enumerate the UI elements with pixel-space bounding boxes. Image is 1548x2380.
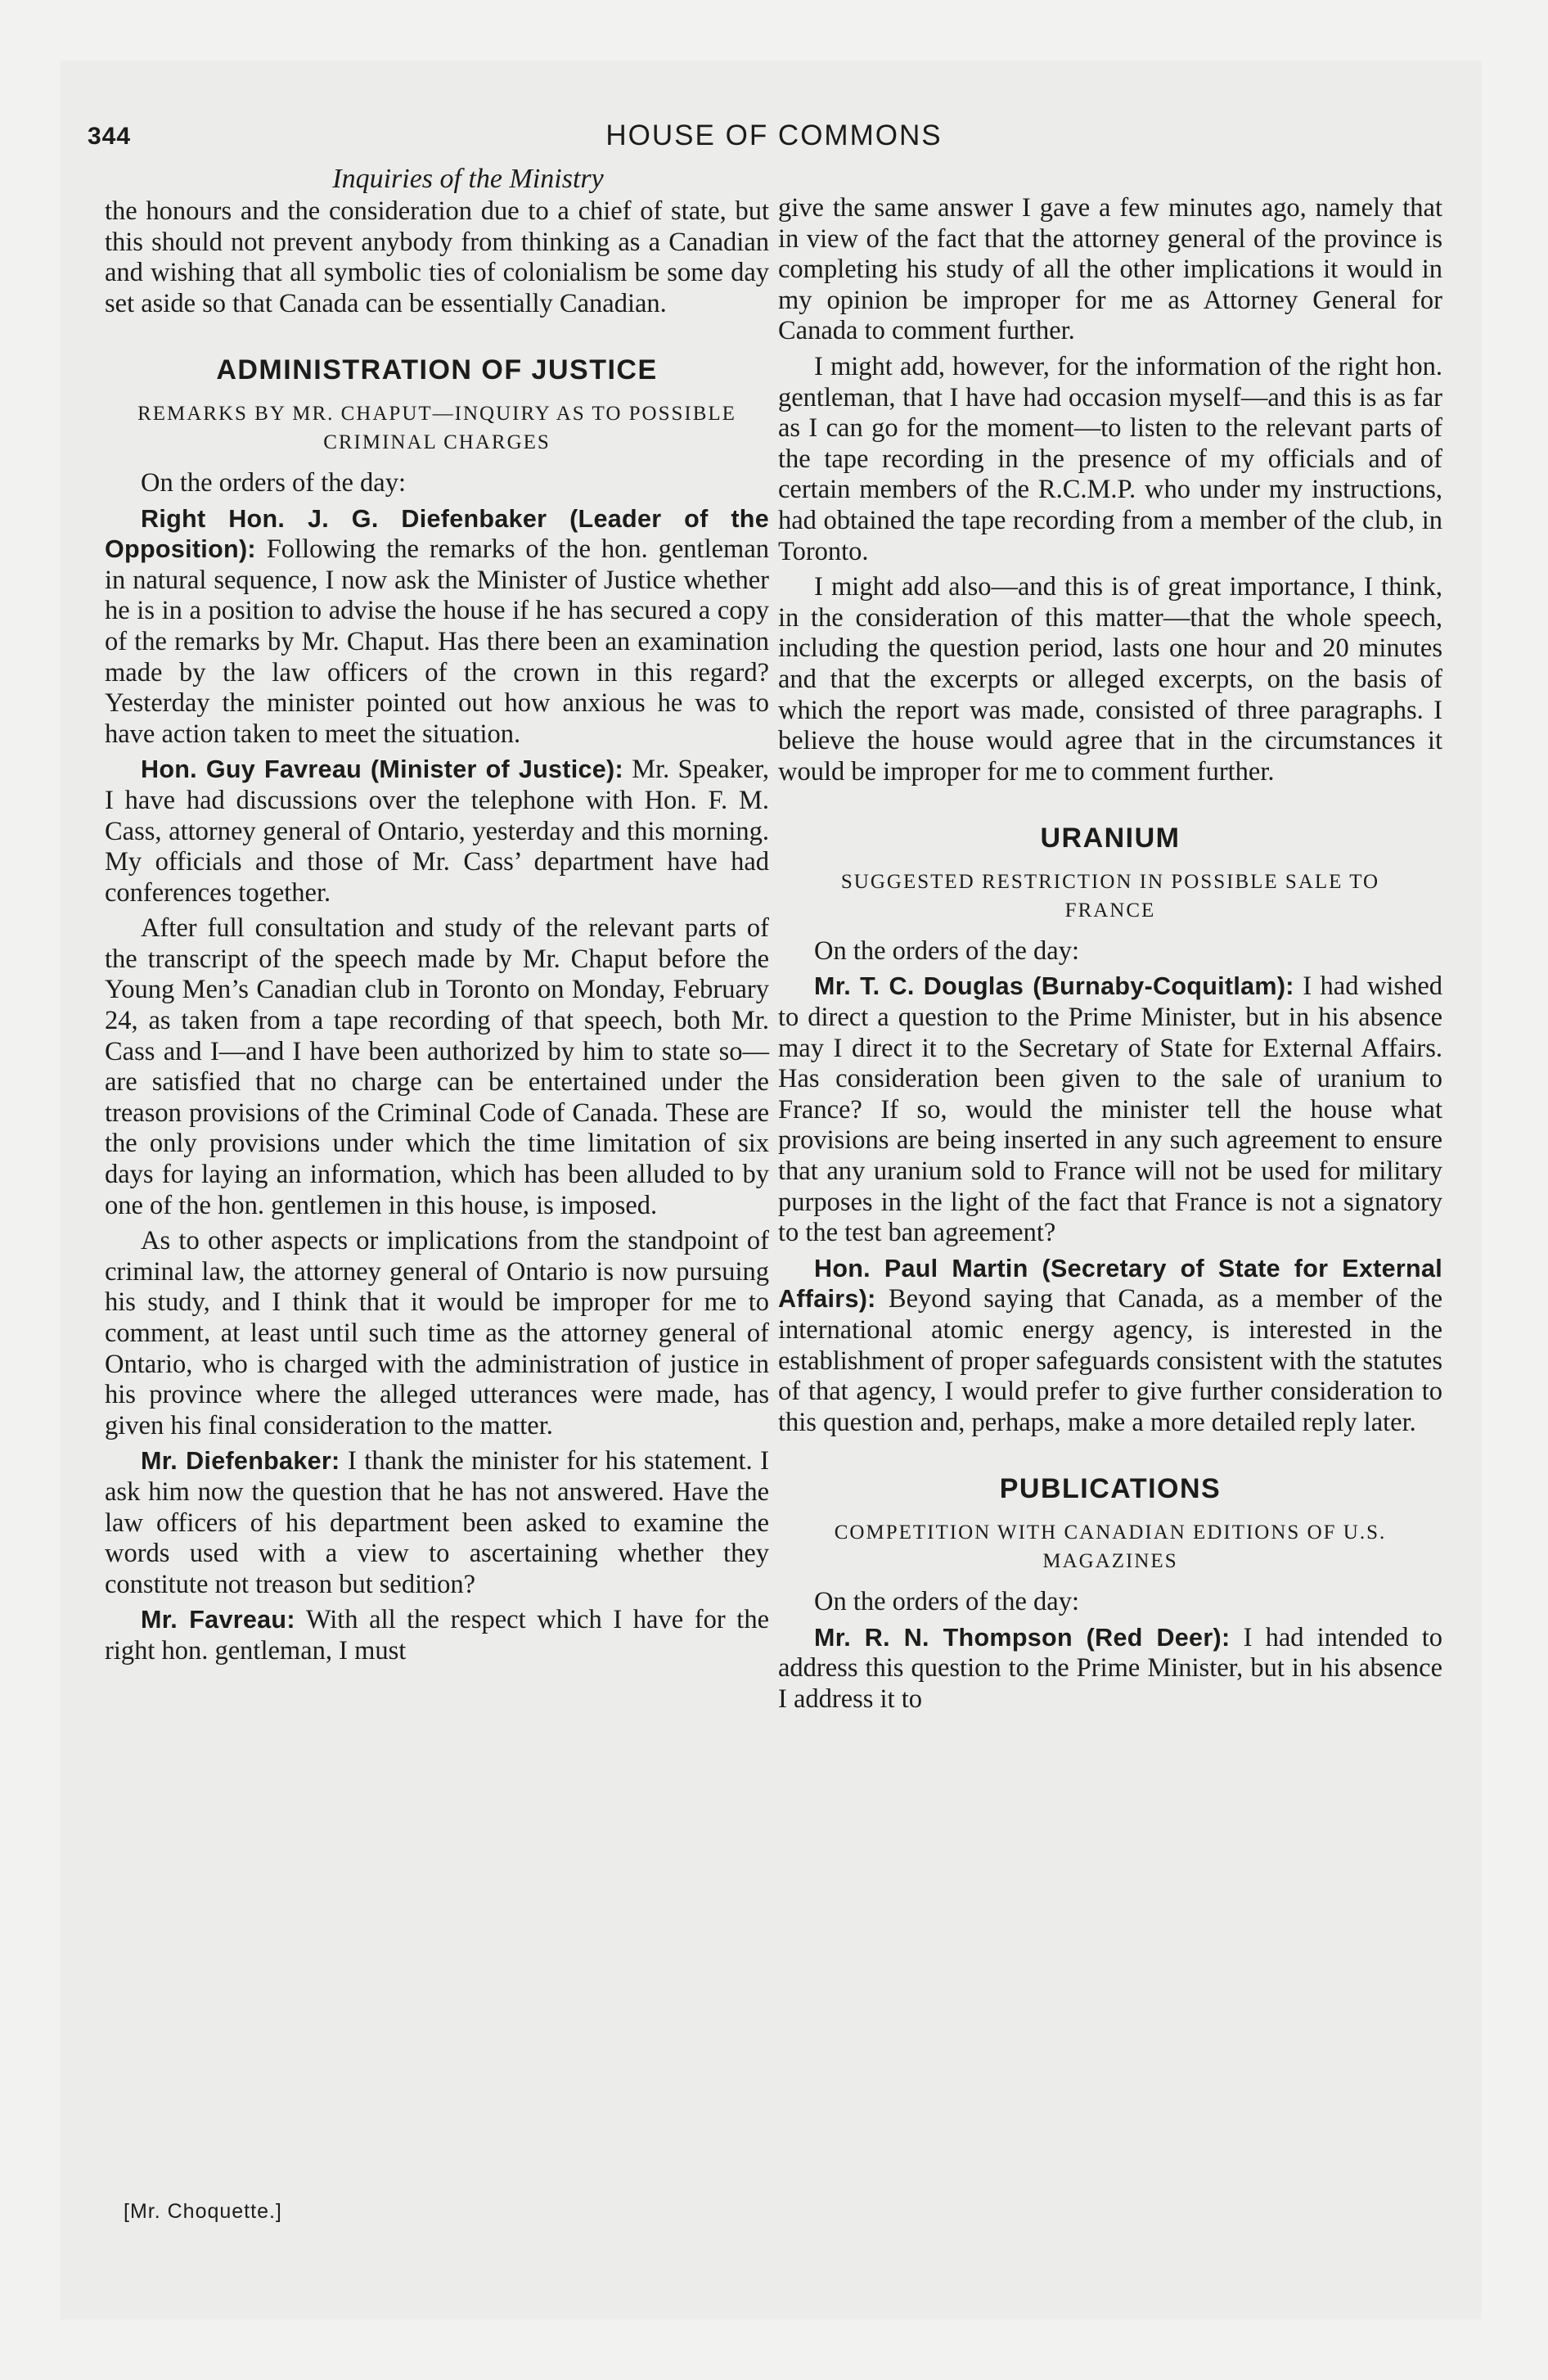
speech-text: With all the respect which I have for the right hon. gentleman, I must bbox=[105, 1605, 769, 1666]
orders-of-the-day: On the orders of the day: bbox=[814, 1586, 1080, 1616]
section-heading-publications: PUBLICATIONS bbox=[999, 1473, 1222, 1505]
speech bbox=[105, 1605, 769, 1666]
right-column bbox=[778, 193, 1442, 1720]
speech-text: I thank the minister for his statement. I ask him now the question that he has not answered. Have the law officers of his department been asked to examine the words used with a view to ascertaining whether they constitute not treason but sedition? bbox=[105, 1446, 769, 1599]
subheading: COMPETITION WITH CANADIAN EDITIONS OF U.S. MAGAZINES bbox=[834, 1521, 1387, 1572]
section-title: Inquiries of the Ministry bbox=[332, 164, 604, 194]
subheading: SUGGESTED RESTRICTION IN POSSIBLE SALE TO FRANCE bbox=[840, 870, 1380, 922]
speech bbox=[105, 504, 769, 751]
speech-text: Beyond saying that Canada, as a member of the international atomic energy agency, is interested in the establishment of proper safeguards consistent with the statutes of that agency, I would prefer to give further consideration to this question and, perhaps, make a more detailed reply later. bbox=[778, 1284, 1442, 1437]
speaker-name: Right Hon. J. G. Diefenbaker (Leader of the Opposition): bbox=[105, 504, 769, 564]
orders-of-the-day: On the orders of the day: bbox=[814, 935, 1080, 966]
speech-text: I had intended to address this question to the Prime Minister, but in his absence I address it to bbox=[778, 1622, 1443, 1714]
speech bbox=[778, 1254, 1442, 1439]
paragraph: give the same answer I gave a few minutes ago, namely that in view of the fact that the attorney general of the province is completing his study of all the other implications it would in my opinion be improper for me as Attorney General for Canada to comment further. bbox=[778, 193, 1442, 346]
speech bbox=[105, 755, 769, 908]
speech-text: I had wished to direct a question to the Prime Minister, but in his absence may I direct it to the Secretary of State for External Affairs. Has consideration been given to the sale of uranium to France? If so, would the minister tell the house what provisions are being inserted in any such agreement to ensure that any uranium sold to France will not be used for military purposes in the light of the fact that France is not a signatory to the test ban agreement? bbox=[778, 971, 1443, 1248]
running-title: HOUSE OF COMMONS bbox=[605, 119, 943, 151]
left-column bbox=[105, 196, 769, 1672]
paragraph: I might add also—and this is of great importance, I think, in the consideration of this matter—that the whole speech, including the question period, lasts one hour and 20 minutes and that the excerpts or alleged excerpts, on the basis of which the report was made, consisted of three paragraphs. I believe the house would agree that in the circumstances it would be improper for me to comment further. bbox=[778, 572, 1442, 787]
subheading: REMARKS BY MR. CHAPUT—INQUIRY AS TO POSSIBLE CRIMINAL CHARGES bbox=[137, 402, 736, 453]
paragraph: I might add, however, for the information of the right hon. gentleman, that I have had occasion myself—and this is as far as I can go for the moment—to listen to the relevant parts of the tape recording in the presence of my officials and of certain members of the R.C.M.P. who under my instructions, had obtained the tape recording from a member of the club, in Toronto. bbox=[778, 351, 1442, 566]
speaker-name: Hon. Guy Favreau (Minister of Justice): bbox=[141, 755, 623, 784]
speaker-name: Mr. Favreau: bbox=[141, 1606, 295, 1634]
section-heading-justice: ADMINISTRATION OF JUSTICE bbox=[216, 354, 658, 386]
paragraph: the honours and the consideration due to a chief of state, but this should not prevent anybody from thinking as a Canadian and wishing that all symbolic ties of colonialism be some day set aside so that Canada can be essentially Canadian. bbox=[105, 196, 769, 318]
speaker-name: Mr. R. N. Thompson (Red Deer): bbox=[814, 1623, 1231, 1652]
paragraph: After full consultation and study of the relevant parts of the transcript of the speech made by Mr. Chaput before the Young Men’s Canadian club in Toronto on Monday, February 24, as taken from a tape recording of that speech, both Mr. Cass and I—and I have been authorized by him to state so—are satisfied that no charge can be entertained under the treason provisions of the Criminal Code of Canada. These are the only provisions under which the time limitation of six days for laying an information, which has been alluded to by one of the hon. gentlemen in this house, is imposed. bbox=[105, 913, 769, 1220]
paragraph: As to other aspects or implications from the standpoint of criminal law, the attorney general of Ontario is now pursuing his study, and I think that it would be improper for me to comment, at least until such time as the attorney general of Ontario, who is charged with the administration of justice in his province where the alleged utterances were made, has given his final consideration to the matter. bbox=[105, 1226, 769, 1440]
page-footer: [Mr. Choquette.] bbox=[124, 2200, 282, 2223]
speech-text: Following the remarks of the hon. gentleman in natural sequence, I now ask the Minister of Justice whether he is in a position to advise the house if he has secured a copy of the remarks by Mr. Chaput. Has there been an examination made by the law officers of the crown in this regard? Yesterday the minister pointed out how anxious he was to have action taken to meet the situation. bbox=[105, 534, 769, 749]
speaker-name: Mr. Diefenbaker: bbox=[141, 1447, 340, 1476]
speaker-name: Mr. T. C. Douglas (Burnaby-Coquitlam): bbox=[814, 972, 1294, 1001]
speech bbox=[778, 1623, 1442, 1715]
speech bbox=[778, 971, 1442, 1248]
section-heading-uranium: URANIUM bbox=[1040, 823, 1181, 854]
orders-of-the-day: On the orders of the day: bbox=[141, 467, 407, 498]
page-number: 344 bbox=[88, 123, 132, 150]
speech bbox=[105, 1446, 769, 1600]
speech-text: Mr. Speaker, I have had discussions over the telephone with Hon. F. M. Cass, attorney general of Ontario, yesterday and this morning. My officials and those of Mr. Cass’ department have had conferences together. bbox=[105, 755, 769, 908]
speaker-name: Hon. Paul Martin (Secretary of State for External Affairs): bbox=[778, 1254, 1442, 1314]
